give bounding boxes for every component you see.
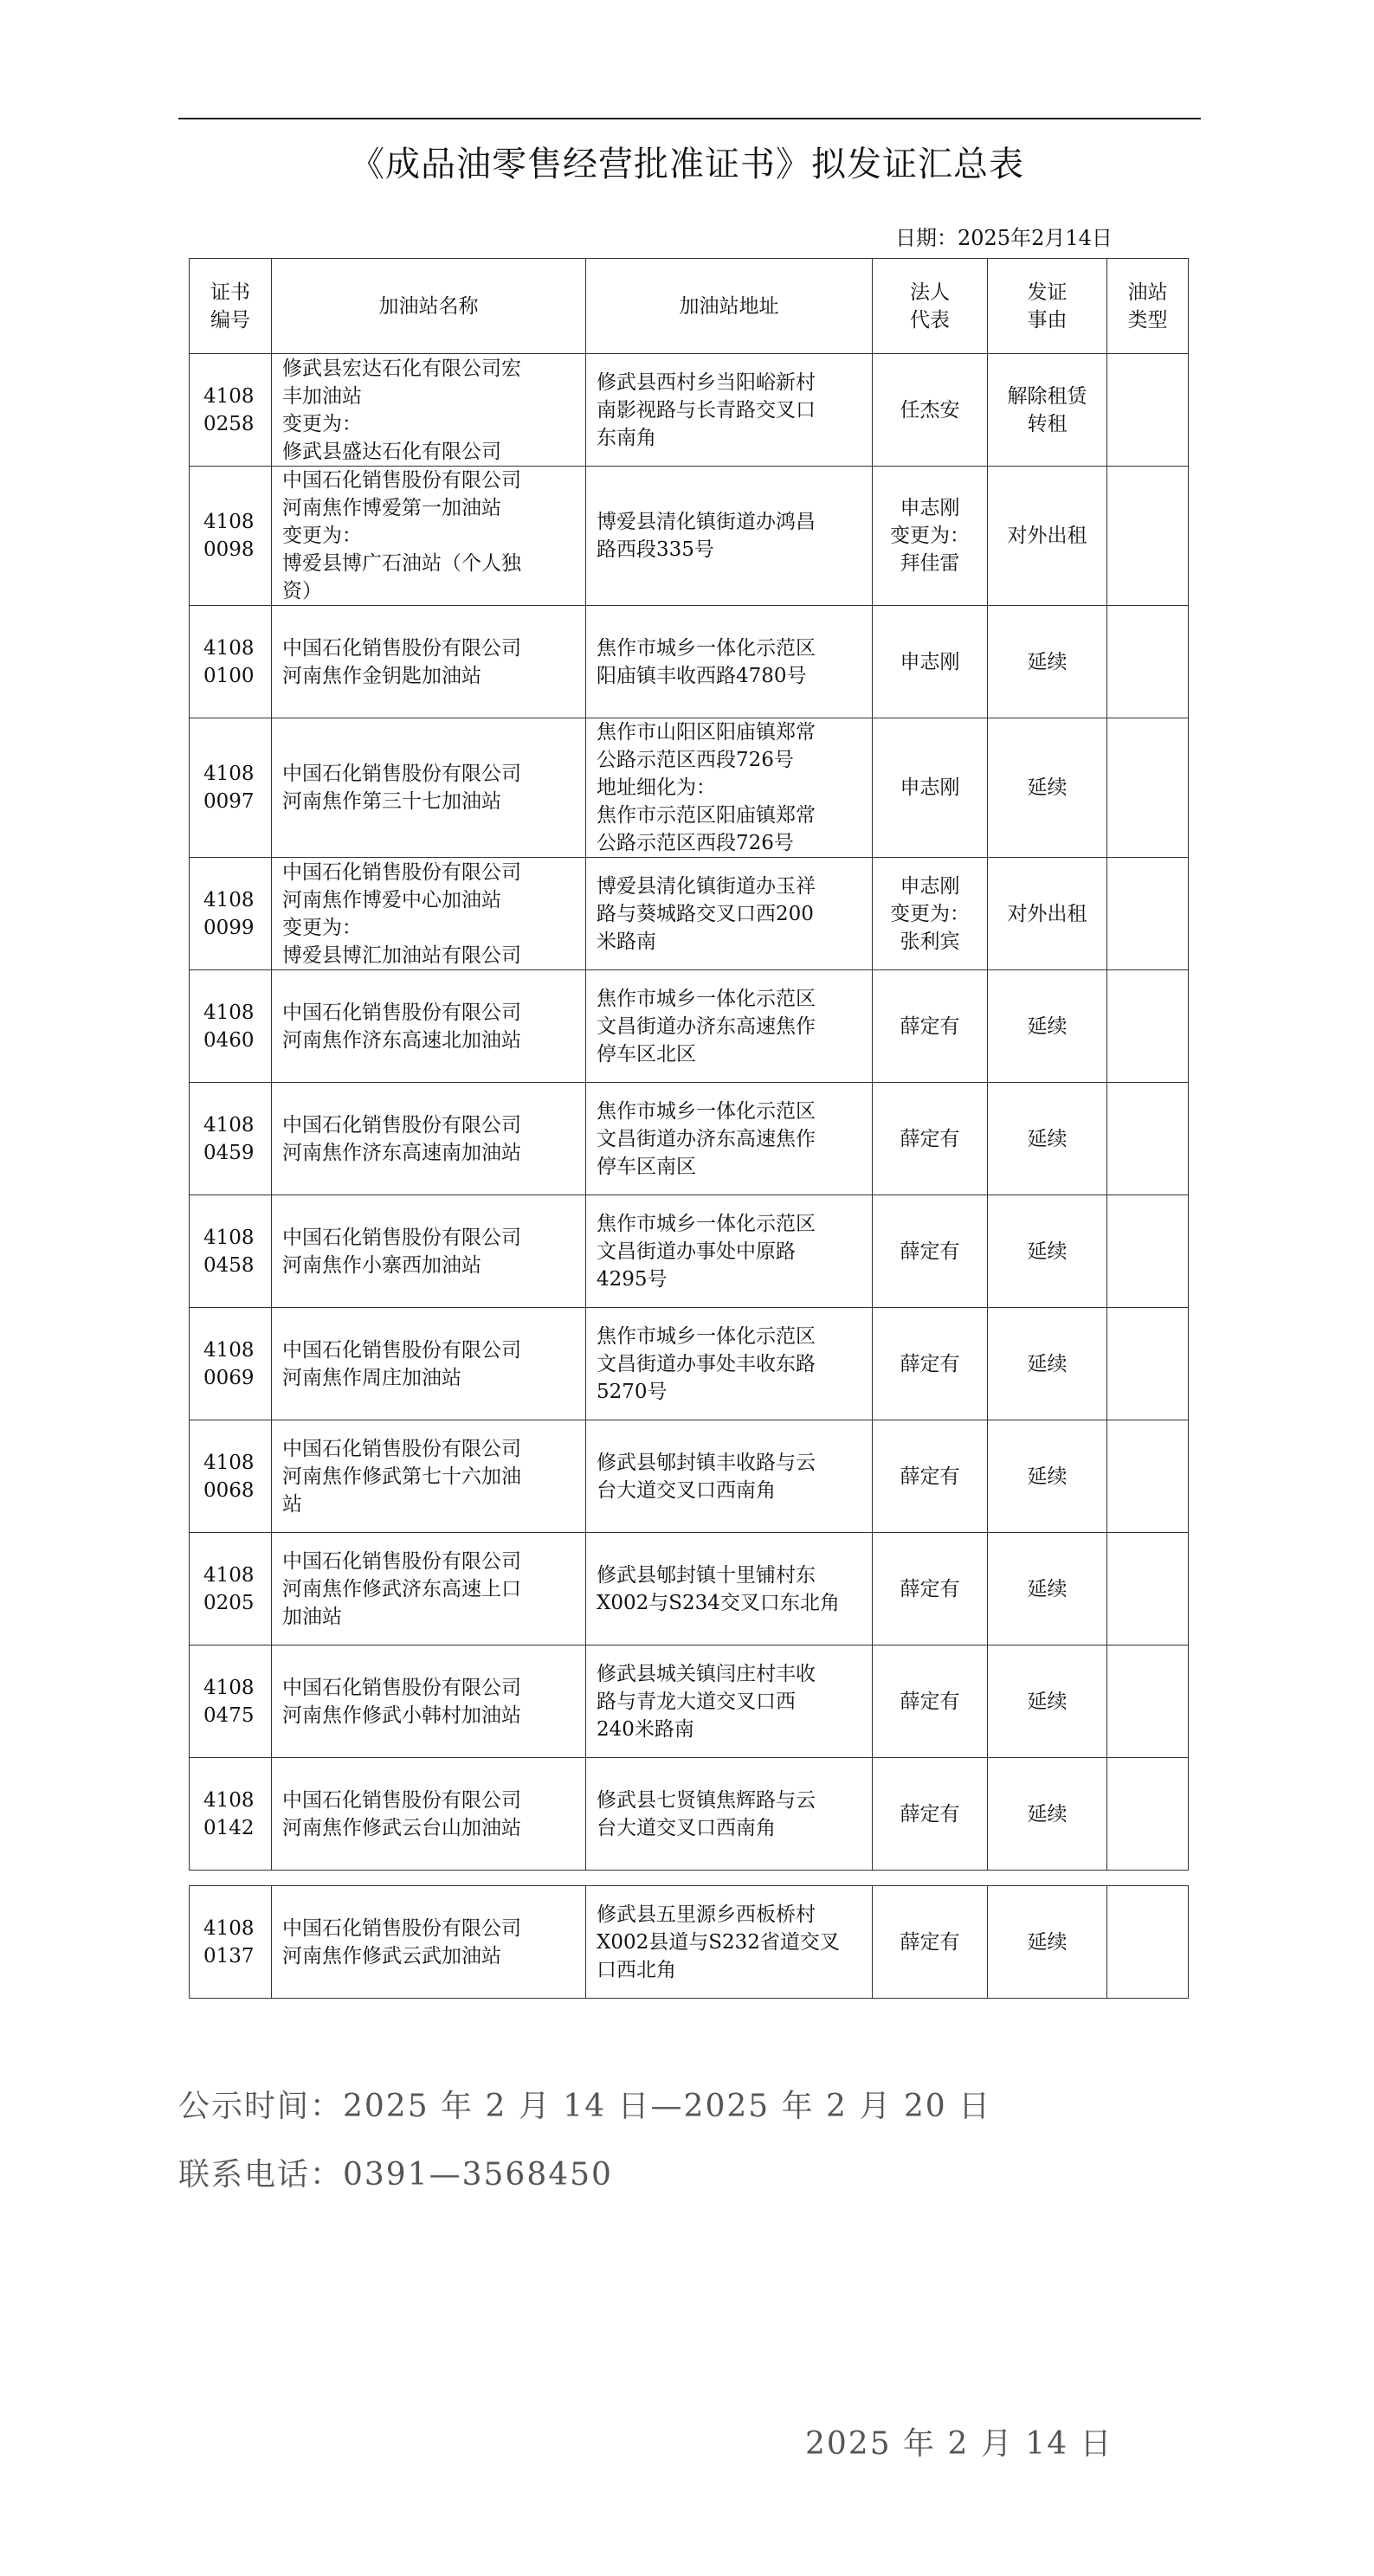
top-rule — [178, 118, 1201, 119]
cell-legal-rep: 薛定有 — [873, 1083, 988, 1195]
cell-legal-rep: 薛定有 — [873, 1533, 988, 1645]
table-row — [190, 1195, 1189, 1308]
cell-legal-rep: 申志刚 变更为： 拜佳雷 — [873, 467, 988, 606]
table-row — [190, 858, 1189, 970]
cell-station-address: 修武县郇封镇十里铺村东 X002与S234交叉口东北角 — [586, 1533, 873, 1645]
cell-station-address: 焦作市城乡一体化示范区 文昌街道办事处中原路 4295号 — [586, 1195, 873, 1308]
cell-legal-rep: 任杰安 — [873, 354, 988, 467]
sign-date: 2025 年 2 月 14 日 — [805, 2426, 1113, 2462]
table-body — [190, 354, 1189, 1871]
cell-issue-reason: 延续 — [988, 718, 1107, 858]
cell-legal-rep: 薛定有 — [873, 1195, 988, 1308]
table-row — [190, 467, 1189, 606]
cell-certificate-no: 4108 0099 — [190, 858, 272, 970]
cell-station-type — [1107, 1533, 1189, 1645]
header-certificate-no: 证书 编号 — [190, 259, 272, 354]
table-row — [190, 1308, 1189, 1420]
cell-legal-rep: 薛定有 — [873, 1420, 988, 1533]
cell-station-name: 中国石化销售股份有限公司 河南焦作修武第七十六加油 站 — [272, 1420, 586, 1533]
table-row — [190, 606, 1189, 718]
contact-phone: 联系电话：0391—3568450 — [178, 2157, 613, 2193]
cell-station-type — [1107, 970, 1189, 1083]
cell-station-type — [1107, 718, 1189, 858]
cell-certificate-no: 4108 0475 — [190, 1645, 272, 1758]
table-header-row — [190, 259, 1189, 354]
cell-station-address: 博爱县清化镇街道办玉祥 路与葵城路交叉口西200 米路南 — [586, 858, 873, 970]
cell-station-name: 中国石化销售股份有限公司 河南焦作博爱第一加油站 变更为： 博爱县博广石油站（个人独 资） — [272, 467, 586, 606]
certificate-table-continued — [189, 1885, 1189, 1999]
cell-legal-rep: 薛定有 — [873, 970, 988, 1083]
cell-station-address: 焦作市山阳区阳庙镇郑常 公路示范区西段726号 地址细化为： 焦作市示范区阳庙镇郑常 公路示范区西段726号 — [586, 718, 873, 858]
cell-issue-reason: 解除租赁 转租 — [988, 354, 1107, 467]
cell-station-address: 修武县五里源乡西板桥村 X002县道与S232省道交叉 口西北角 — [586, 1886, 873, 1999]
table-row — [190, 1083, 1189, 1195]
cell-station-type — [1107, 1308, 1189, 1420]
document-date: 日期：2025年2月14日 — [895, 226, 1113, 250]
table-row — [190, 1886, 1189, 1999]
table-row — [190, 1533, 1189, 1645]
cell-station-name: 中国石化销售股份有限公司 河南焦作修武云武加油站 — [272, 1886, 586, 1999]
cell-issue-reason: 延续 — [988, 1420, 1107, 1533]
cell-station-type — [1107, 1083, 1189, 1195]
cell-station-address: 修武县西村乡当阳峪新村 南影视路与长青路交叉口 东南角 — [586, 354, 873, 467]
header-station-address: 加油站地址 — [586, 259, 873, 354]
cell-station-name: 中国石化销售股份有限公司 河南焦作济东高速南加油站 — [272, 1083, 586, 1195]
cell-certificate-no: 4108 0258 — [190, 354, 272, 467]
table-row — [190, 354, 1189, 467]
cell-station-address: 修武县郇封镇丰收路与云 台大道交叉口西南角 — [586, 1420, 873, 1533]
cell-legal-rep: 薛定有 — [873, 1308, 988, 1420]
cell-station-type — [1107, 606, 1189, 718]
cell-station-name: 中国石化销售股份有限公司 河南焦作济东高速北加油站 — [272, 970, 586, 1083]
cell-station-address: 焦作市城乡一体化示范区 阳庙镇丰收西路4780号 — [586, 606, 873, 718]
cell-certificate-no: 4108 0068 — [190, 1420, 272, 1533]
cell-station-type — [1107, 354, 1189, 467]
cell-issue-reason: 延续 — [988, 1308, 1107, 1420]
cell-station-name: 中国石化销售股份有限公司 河南焦作小寨西加油站 — [272, 1195, 586, 1308]
cell-station-address: 焦作市城乡一体化示范区 文昌街道办济东高速焦作 停车区北区 — [586, 970, 873, 1083]
cell-station-type — [1107, 1420, 1189, 1533]
cell-issue-reason: 延续 — [988, 606, 1107, 718]
cell-certificate-no: 4108 0098 — [190, 467, 272, 606]
cell-certificate-no: 4108 0205 — [190, 1533, 272, 1645]
cell-issue-reason: 延续 — [988, 1645, 1107, 1758]
header-issue-reason: 发证 事由 — [988, 259, 1107, 354]
cell-issue-reason: 对外出租 — [988, 858, 1107, 970]
cell-certificate-no: 4108 0458 — [190, 1195, 272, 1308]
cell-issue-reason: 对外出租 — [988, 467, 1107, 606]
table-row — [190, 1758, 1189, 1871]
cell-station-type — [1107, 1195, 1189, 1308]
cell-legal-rep: 薛定有 — [873, 1758, 988, 1871]
cell-legal-rep: 申志刚 — [873, 606, 988, 718]
cell-station-name: 中国石化销售股份有限公司 河南焦作修武小韩村加油站 — [272, 1645, 586, 1758]
cell-legal-rep: 薛定有 — [873, 1645, 988, 1758]
cell-certificate-no: 4108 0460 — [190, 970, 272, 1083]
cell-station-type — [1107, 1886, 1189, 1999]
cell-issue-reason: 延续 — [988, 1758, 1107, 1871]
cell-certificate-no: 4108 0097 — [190, 718, 272, 858]
cell-issue-reason: 延续 — [988, 1886, 1107, 1999]
cell-legal-rep: 申志刚 变更为： 张利宾 — [873, 858, 988, 970]
cell-legal-rep: 申志刚 — [873, 718, 988, 858]
cell-station-type — [1107, 1758, 1189, 1871]
cell-station-name: 中国石化销售股份有限公司 河南焦作金钥匙加油站 — [272, 606, 586, 718]
publicity-time: 公示时间：2025 年 2 月 14 日—2025 年 2 月 20 日 — [178, 2089, 992, 2124]
cell-station-type — [1107, 1645, 1189, 1758]
header-station-name: 加油站名称 — [272, 259, 586, 354]
cell-issue-reason: 延续 — [988, 1195, 1107, 1308]
cell-certificate-no: 4108 0069 — [190, 1308, 272, 1420]
cell-legal-rep: 薛定有 — [873, 1886, 988, 1999]
certificate-table — [189, 258, 1189, 1871]
table-row — [190, 1420, 1189, 1533]
cell-station-name: 中国石化销售股份有限公司 河南焦作博爱中心加油站 变更为： 博爱县博汇加油站有限公司 — [272, 858, 586, 970]
cell-station-type — [1107, 858, 1189, 970]
cell-issue-reason: 延续 — [988, 970, 1107, 1083]
cell-certificate-no: 4108 0137 — [190, 1886, 272, 1999]
cell-issue-reason: 延续 — [988, 1533, 1107, 1645]
table-row — [190, 718, 1189, 858]
cell-station-address: 博爱县清化镇街道办鸿昌 路西段335号 — [586, 467, 873, 606]
cell-station-address: 焦作市城乡一体化示范区 文昌街道办济东高速焦作 停车区南区 — [586, 1083, 873, 1195]
document-title: 《成品油零售经营批准证书》拟发证汇总表 — [350, 145, 1024, 184]
cell-station-name: 中国石化销售股份有限公司 河南焦作第三十七加油站 — [272, 718, 586, 858]
cell-certificate-no: 4108 0100 — [190, 606, 272, 718]
cell-certificate-no: 4108 0459 — [190, 1083, 272, 1195]
cell-station-name: 中国石化销售股份有限公司 河南焦作周庄加油站 — [272, 1308, 586, 1420]
table-row — [190, 970, 1189, 1083]
header-legal-rep: 法人 代表 — [873, 259, 988, 354]
cell-issue-reason: 延续 — [988, 1083, 1107, 1195]
cell-station-name: 中国石化销售股份有限公司 河南焦作修武济东高速上口 加油站 — [272, 1533, 586, 1645]
cell-station-type — [1107, 467, 1189, 606]
header-station-type: 油站 类型 — [1107, 259, 1189, 354]
cell-station-name: 中国石化销售股份有限公司 河南焦作修武云台山加油站 — [272, 1758, 586, 1871]
table-row — [190, 1645, 1189, 1758]
cell-station-address: 修武县七贤镇焦辉路与云 台大道交叉口西南角 — [586, 1758, 873, 1871]
cell-station-address: 焦作市城乡一体化示范区 文昌街道办事处丰收东路 5270号 — [586, 1308, 873, 1420]
cell-station-name: 修武县宏达石化有限公司宏 丰加油站 变更为： 修武县盛达石化有限公司 — [272, 354, 586, 467]
cell-station-address: 修武县城关镇闫庄村丰收 路与青龙大道交叉口西 240米路南 — [586, 1645, 873, 1758]
cell-certificate-no: 4108 0142 — [190, 1758, 272, 1871]
